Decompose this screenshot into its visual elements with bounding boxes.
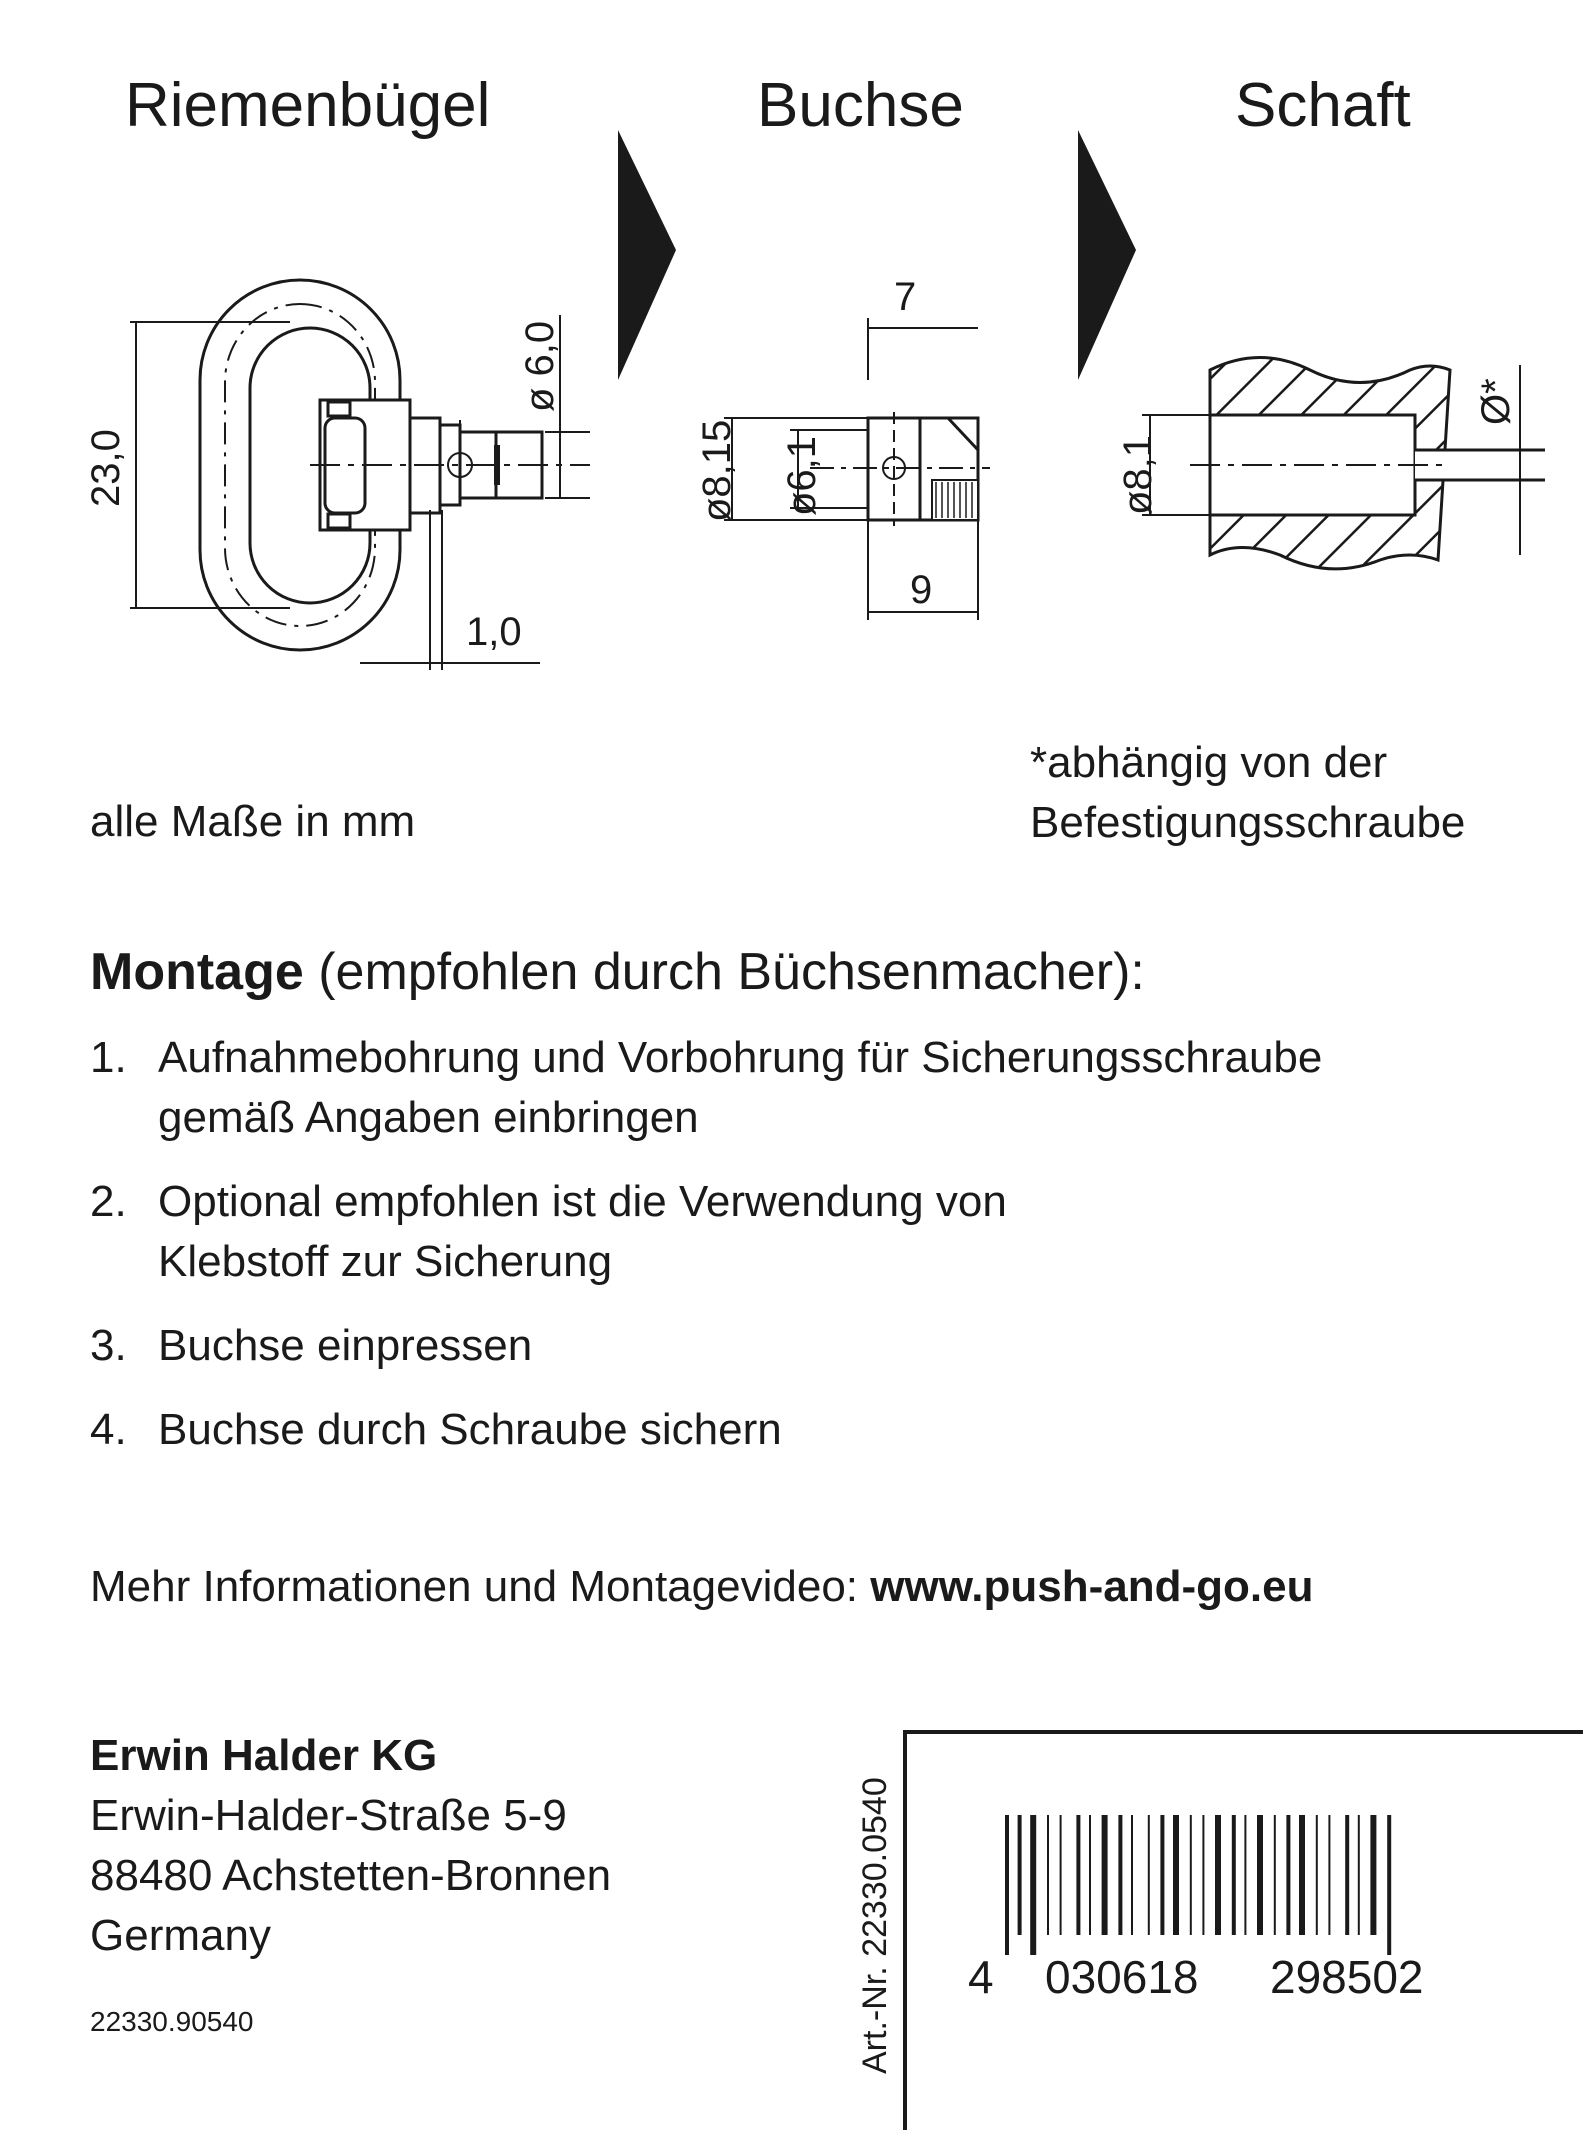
dim-riemen-diameter: ø 6,0 bbox=[518, 320, 562, 412]
dim-buchse-bottom: 9 bbox=[910, 568, 933, 612]
montage-steps bbox=[90, 1028, 1530, 1484]
heading-buchse: Buchse bbox=[757, 71, 964, 140]
company-address bbox=[90, 1726, 611, 1966]
barcode-bar bbox=[1286, 1815, 1290, 1935]
barcode-bar bbox=[1387, 1815, 1391, 1955]
barcode-bar bbox=[1131, 1815, 1133, 1935]
step-number: 1. bbox=[90, 1033, 127, 1082]
barcode-bar bbox=[1232, 1815, 1236, 1935]
step-number: 2. bbox=[90, 1177, 127, 1226]
step-text-line1: Buchse durch Schraube sichern bbox=[158, 1405, 782, 1454]
ean-first-digit: 4 bbox=[968, 1951, 994, 2003]
step-text-line1: Aufnahmebohrung und Vorbohrung für Sicherungsschraube bbox=[158, 1033, 1323, 1082]
barcode-bar bbox=[1030, 1815, 1036, 1955]
company-name: Erwin Halder KG bbox=[90, 1731, 438, 1780]
barcode-bar bbox=[1018, 1815, 1022, 1935]
step-text-line1: Optional empfohlen ist die Verwendung von bbox=[158, 1177, 1007, 1226]
barcode-bar bbox=[1370, 1815, 1376, 1935]
montage-title-rest: (empfohlen durch Büchsenmacher): bbox=[303, 943, 1145, 1001]
info-line bbox=[90, 1562, 1313, 1612]
barcode-bar bbox=[1089, 1815, 1091, 1935]
step-text-line1: Buchse einpressen bbox=[158, 1321, 533, 1370]
montage-step-4 bbox=[90, 1400, 1530, 1460]
barcode-bar bbox=[1005, 1815, 1009, 1955]
barcode-bar bbox=[1274, 1815, 1276, 1935]
footnote-line2: Befestigungsschraube bbox=[1030, 798, 1466, 847]
montage-step-3 bbox=[90, 1316, 1530, 1376]
barcode-bar bbox=[1102, 1815, 1108, 1935]
barcode-bar bbox=[1358, 1815, 1360, 1935]
barcode-bar bbox=[1160, 1815, 1164, 1935]
arrow-icon-1 bbox=[610, 125, 680, 385]
article-number: Art.-Nr. 22330.0540 bbox=[856, 1777, 894, 2074]
heading-riemenbuegel: Riemenbügel bbox=[125, 71, 491, 140]
barcode-bar bbox=[1148, 1815, 1150, 1935]
arrow-icon-2 bbox=[1070, 125, 1140, 385]
footnote bbox=[1030, 733, 1465, 853]
dim-riemen-height: 23,0 bbox=[84, 429, 128, 507]
barcode-bar bbox=[1118, 1815, 1122, 1935]
montage-step-2 bbox=[90, 1172, 1530, 1292]
montage-title-bold: Montage bbox=[90, 943, 304, 1001]
dim-buchse-top: 7 bbox=[894, 275, 917, 319]
step-number: 4. bbox=[90, 1405, 127, 1454]
barcode-bar bbox=[1257, 1815, 1263, 1935]
step-text-line2: gemäß Angaben einbringen bbox=[158, 1093, 699, 1142]
company-city: 88480 Achstetten-Bronnen bbox=[90, 1851, 612, 1900]
info-text: Mehr Informationen und Montagevideo: bbox=[90, 1562, 871, 1611]
company-code: 22330.90540 bbox=[90, 2006, 254, 2037]
info-url-link[interactable]: www.push-and-go.eu bbox=[870, 1562, 1314, 1611]
barcode-bar bbox=[1076, 1815, 1080, 1935]
heading-schaft: Schaft bbox=[1235, 71, 1411, 140]
dim-riemen-gap: 1,0 bbox=[466, 610, 522, 654]
barcode-bar bbox=[1345, 1815, 1349, 1935]
dim-schaft-bore: ø8,1 bbox=[1116, 434, 1160, 515]
units-note: alle Maße in mm bbox=[90, 797, 416, 846]
step-text-line2: Klebstoff zur Sicherung bbox=[158, 1237, 613, 1286]
montage-step-1 bbox=[90, 1028, 1530, 1148]
dim-buchse-inner: ø6,1 bbox=[780, 435, 824, 516]
barcode-bar bbox=[1047, 1815, 1049, 1935]
ean-left-group: 030618 bbox=[1045, 1951, 1199, 2003]
dim-schaft-screw: Ø* bbox=[1474, 378, 1518, 425]
company-street: Erwin-Halder-Straße 5-9 bbox=[90, 1791, 567, 1840]
barcode-bar bbox=[1215, 1815, 1221, 1935]
barcode-bar bbox=[1060, 1815, 1062, 1935]
barcode-bar bbox=[1190, 1815, 1192, 1935]
montage-title bbox=[90, 942, 1145, 1002]
step-number: 3. bbox=[90, 1321, 127, 1370]
barcode-bar bbox=[1173, 1815, 1179, 1935]
barcode-bar bbox=[1202, 1815, 1204, 1935]
barcode-bar bbox=[1244, 1815, 1246, 1935]
ean-right-group: 298502 bbox=[1270, 1951, 1424, 2003]
barcode-icon bbox=[1005, 1815, 1485, 1955]
barcode-bar bbox=[1299, 1815, 1305, 1935]
company-country: Germany bbox=[90, 1911, 271, 1960]
dim-buchse-outer: ø8,15 bbox=[695, 419, 739, 522]
barcode-bar bbox=[1328, 1815, 1330, 1935]
footnote-line1: *abhängig von der bbox=[1030, 738, 1388, 787]
barcode-bar bbox=[1316, 1815, 1318, 1935]
